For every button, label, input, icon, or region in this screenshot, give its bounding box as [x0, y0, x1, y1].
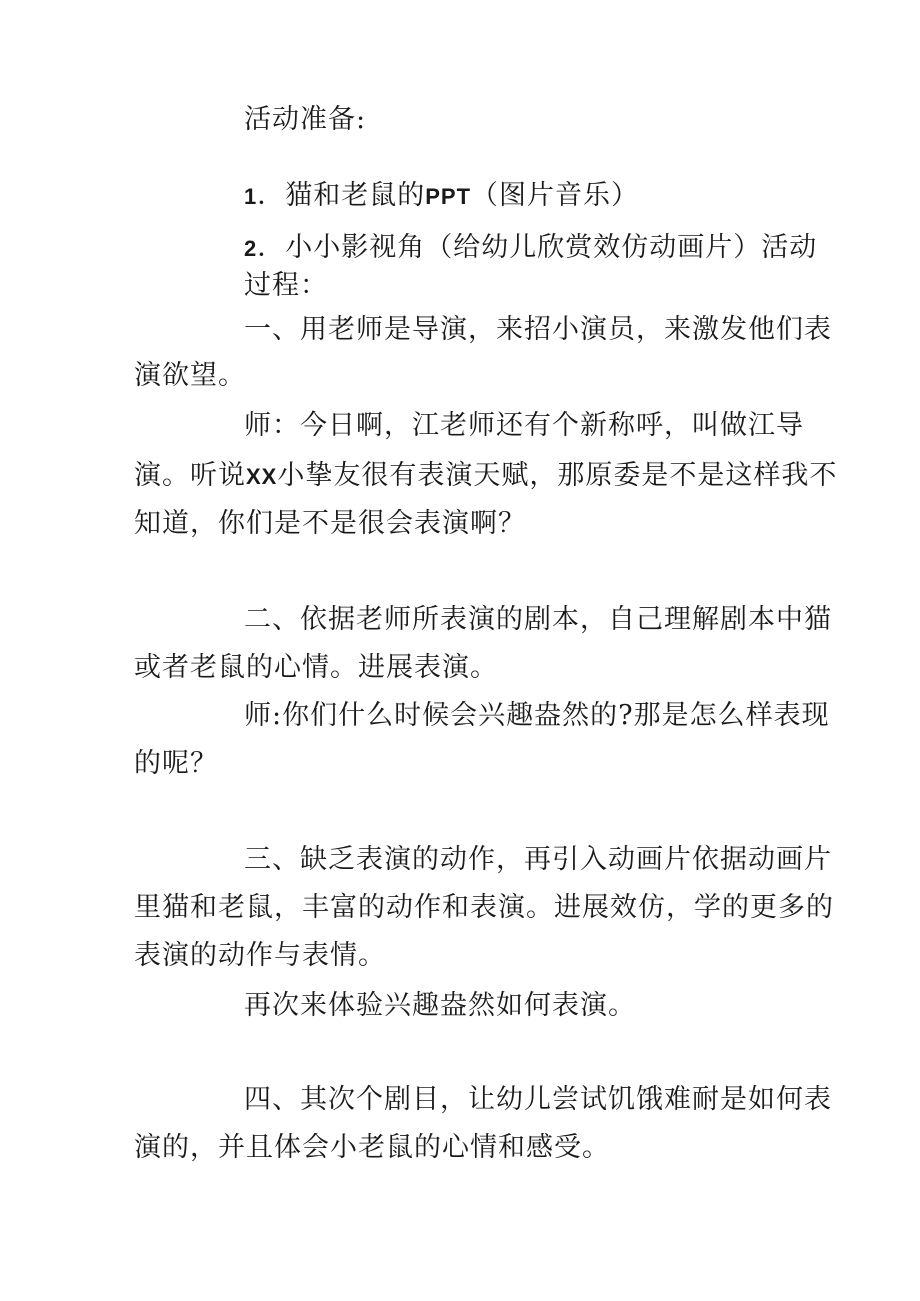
- paragraph-text: 再次来体验兴趣盎然如何表演。: [244, 990, 636, 1021]
- paragraph-text: 表演的动作与表情。: [134, 940, 386, 971]
- paragraph-text: 二、依据老师所表演的剧本，自己理解剧本中猫: [244, 604, 832, 635]
- heading-text: 活动准备:: [244, 104, 367, 135]
- paragraph-text: 四、其次个剧目，让幼儿尝试饥饿难耐是如何表: [244, 1084, 832, 1115]
- item-text: ．小小影视角（给幼儿欣赏效仿动画片）活动: [257, 232, 818, 263]
- teacher-1-line-3: [134, 502, 526, 546]
- list-item-1: [244, 174, 639, 219]
- paragraph-text: 三、缺乏表演的动作，再引入动画片依据动画片: [244, 844, 832, 875]
- section-1-line-1: [244, 308, 832, 352]
- teacher-1-line-1: [244, 404, 804, 448]
- paragraph-text: 演。听说: [134, 460, 246, 491]
- item-number: 2: [244, 236, 258, 261]
- heading-activity-prep: [244, 98, 366, 142]
- paragraph-text: 小挚友很有表演天赋，那原委是不是这样我不: [277, 460, 838, 491]
- paragraph-text: 知道，你们是不是很会表演啊？: [134, 508, 526, 539]
- item-number: 1: [244, 184, 258, 209]
- section-2-line-1: [244, 598, 832, 642]
- section-4-line-2: [134, 1126, 610, 1170]
- paragraph-text: 的呢？: [134, 748, 218, 779]
- paragraph-text: 里猫和老鼠，丰富的动作和表演。进展效仿，学的更多的: [134, 892, 834, 923]
- paragraph-text: 演欲望。: [134, 360, 246, 391]
- bold-text: XX: [246, 464, 278, 489]
- teacher-2-line-2: [134, 742, 218, 786]
- item-text: （图片音乐）: [471, 180, 640, 211]
- section-3-line-3: [134, 934, 386, 978]
- list-item-2-continuation: [244, 264, 328, 308]
- section-1-line-2: [134, 354, 246, 398]
- section-2-line-2: [134, 646, 498, 690]
- item-text: ．猫和老鼠的: [257, 180, 426, 211]
- paragraph-text: 或者老鼠的心情。进展表演。: [134, 652, 498, 683]
- list-item-2: [244, 226, 817, 271]
- paragraph-text: 师：今日啊，江老师还有个新称呼，叫做江导: [244, 410, 804, 441]
- paragraph-text: 过程：: [244, 270, 328, 301]
- section-3-line-1: [244, 838, 832, 882]
- section-4-line-1: [244, 1078, 832, 1122]
- teacher-1-line-2: [134, 454, 837, 499]
- section-3-line-4: [244, 984, 636, 1028]
- teacher-2-line-1: [244, 694, 830, 738]
- paragraph-text: 师:你们什么时候会兴趣盎然的?那是怎么样表现: [244, 700, 830, 731]
- paragraph-text: 演的，并且体会小老鼠的心情和感受。: [134, 1132, 610, 1163]
- paragraph-text: 一、用老师是导演，来招小演员，来激发他们表: [244, 314, 832, 345]
- section-3-line-2: [134, 886, 834, 930]
- item-bold-text: PPT: [425, 184, 472, 209]
